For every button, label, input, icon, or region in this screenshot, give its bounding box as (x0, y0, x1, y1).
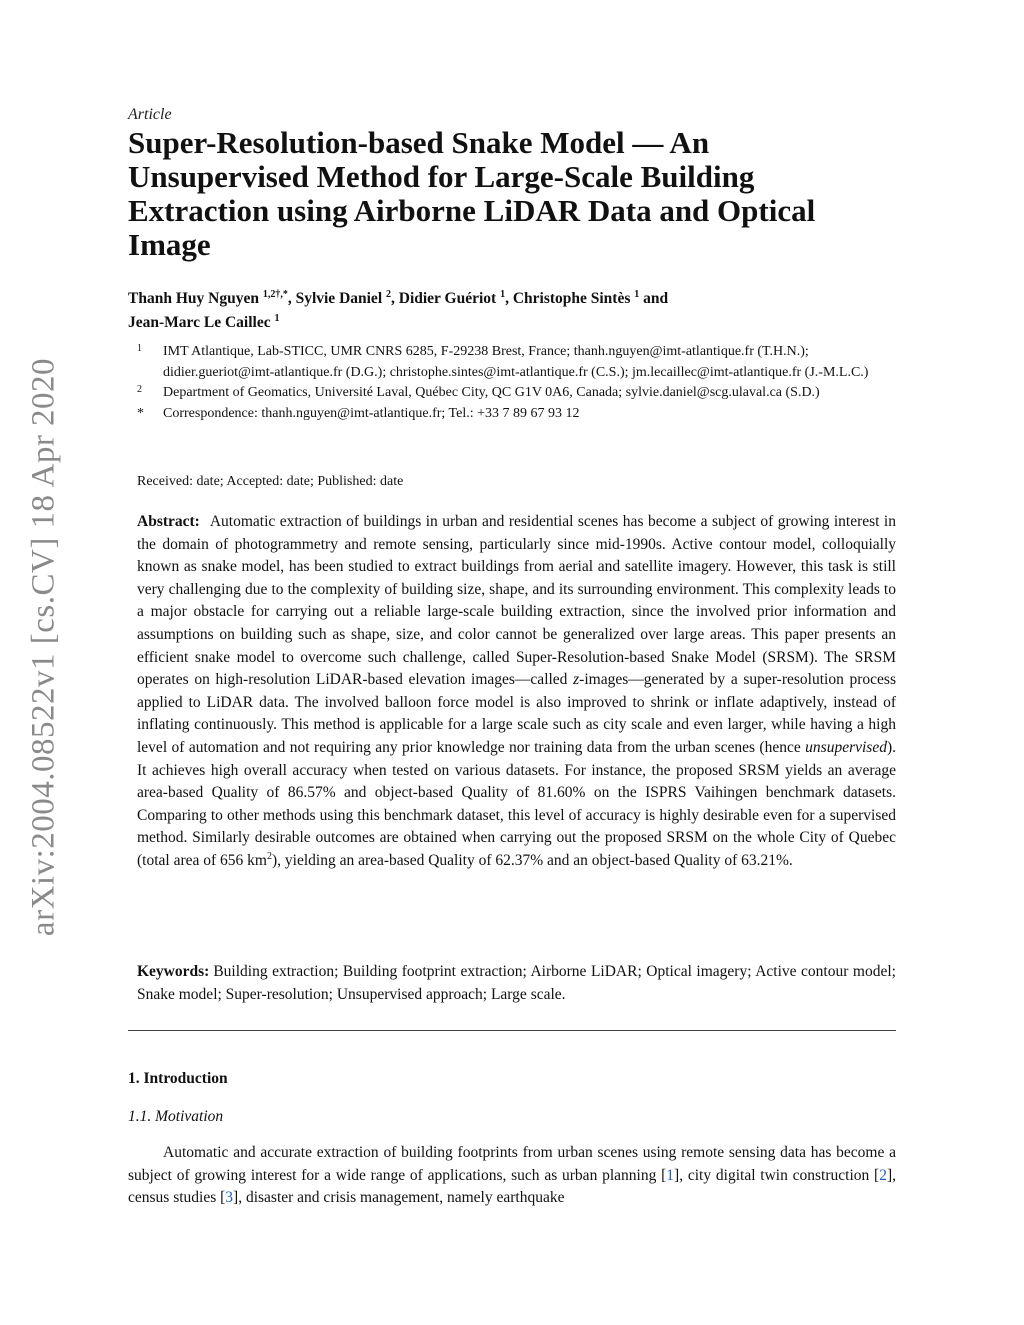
citation-link[interactable]: 2 (879, 1166, 887, 1184)
affiliation-item (137, 342, 897, 383)
abstract-label: Abstract: (137, 513, 200, 530)
affiliation-mark: * (137, 405, 144, 421)
author-affiliation-mark: 1 (274, 313, 280, 324)
body-text: ], city digital twin construction [ (674, 1166, 880, 1184)
abstract-unsupervised-term: unsupervised (805, 738, 887, 756)
correspondence-text: Correspondence: thanh.nguyen@imt-atlantique.fr; Tel.: +33 7 89 67 93 12 (163, 405, 580, 421)
affiliation-item (137, 404, 897, 425)
author-affiliation-mark: 1 (500, 289, 506, 300)
affiliation-text: IMT Atlantique, Lab-STICC, UMR CNRS 6285, F-29238 Brest, France; thanh.nguyen@imt-atlantique.fr (T.H.N.); didier.gueriot@imt-atlantique.fr (D.G.); christophe.sintes@imt-atlantique.fr (C.S.); jm.lecaillec@imt-atlantique.fr (J.-M.L.C.) (163, 344, 869, 380)
introduction-paragraph (128, 1142, 896, 1210)
author-separator: , (391, 290, 399, 307)
author-separator: , (287, 290, 296, 307)
abstract-z-term: z (573, 671, 580, 689)
keywords-paragraph (137, 961, 896, 1006)
abstract-text: -images—generated by a super-resolution process applied to LiDAR data. The involved balloon force model is also improved to shrink or inflate adaptively, instead of inflating continuously. This method is applicable for a large scale such as city scale and even larger, while having a high level of automation and not requiring any prior knowledge nor training data from the urban scenes (hence (137, 671, 896, 756)
citation-link[interactable]: 3 (225, 1189, 234, 1207)
affiliation-list (137, 342, 897, 424)
affiliation-mark: 1 (137, 343, 142, 354)
abstract-paragraph (137, 511, 896, 873)
article-type-label: Article (128, 106, 172, 123)
author-separator: and (639, 290, 669, 307)
affiliation-item (137, 383, 897, 404)
abstract-text: ), yielding an area-based Quality of 62.37% and an object-based Quality of 63.21%. (271, 851, 793, 869)
keywords-label: Keywords: (137, 963, 210, 980)
section-divider (128, 1030, 896, 1031)
abstract-text: ). It achieves high overall accuracy when tested on various datasets. For instance, the proposed SRSM yields an average area-based Quality of 86.57% and object-based Quality of 81.60% on the ISPRS Vaihingen benchmark datasets. Comparing to other methods using this benchmark dataset, this level of accuracy is highly desirable even for a supervised method. Similarly desirable outcomes are obtained when carrying out the proposed SRSM on the whole City of Quebec (total area of 656 km (137, 738, 896, 869)
body-text: Automatic and accurate extraction of building footprints from urban scenes using remote sensing data has become a subject of growing interest for a wide range of applications, such as urban planning [ (128, 1144, 896, 1184)
subsection-heading: 1.1. Motivation (128, 1108, 224, 1125)
publication-dates: Received: date; Accepted: date; Published: date (137, 474, 404, 489)
author-name: Didier Guériot (398, 290, 497, 307)
author-affiliation-mark: 2 (386, 289, 391, 300)
body-text: ], disaster and crisis management, namely earthquake (233, 1189, 565, 1207)
author-affiliation-mark: 1,2†,* (262, 289, 288, 300)
abstract-text: Automatic extraction of buildings in urban and residential scenes has become a subject of growing interest in the domain of photogrammetry and remote sensing, particularly since mid-1990s. Active contour model, colloquially known as snake model, has been studied to extract buildings from aerial and satellite imagery. However, this task is still very challenging due to the complexity of building size, shape, and its surrounding environment. This complexity leads to a major obstacle for carrying out a reliable large-scale building extraction, since the involved prior information and assumptions on building such as shape, size, and color cannot be generalized over large areas. This paper presents an efficient snake model to overcome such challenge, called Super-Resolution-based Snake Model (SRSM). The SRSM operates on high-resolution LiDAR-based elevation images—called (137, 513, 896, 689)
author-name: Jean-Marc Le Caillec (128, 314, 271, 331)
km-squared-superscript: 2 (266, 850, 272, 862)
affiliation-mark: 2 (137, 384, 142, 395)
citation-link[interactable]: 1 (666, 1166, 675, 1184)
keywords-text: Building extraction; Building footprint extraction; Airborne LiDAR; Optical imagery; Active contour model; Snake model; Super-resolution; Unsupervised approach; Large scale. (137, 963, 896, 1003)
section-heading: 1. Introduction (128, 1070, 228, 1087)
author-list (128, 287, 888, 335)
paper-title: Super-Resolution-based Snake Model — An Unsupervised Method for Large-Scale Building Extraction using Airborne LiDAR Data and Optical Image (128, 125, 816, 262)
affiliation-text: Department of Geomatics, Université Laval, Québec City, QC G1V 0A6, Canada; sylvie.daniel@scg.ulaval.ca (S.D.) (163, 385, 820, 400)
body-text: ], census studies [ (128, 1166, 896, 1207)
author-name: Christophe Sintès (512, 290, 631, 307)
author-name: Thanh Huy Nguyen (128, 290, 259, 307)
author-separator: , (505, 290, 513, 307)
author-name: Sylvie Daniel (295, 290, 383, 307)
arxiv-side-stamp: arXiv:2004.08522v1 [cs.CV] 18 Apr 2020 (25, 357, 62, 937)
author-affiliation-mark: 1 (634, 289, 640, 300)
